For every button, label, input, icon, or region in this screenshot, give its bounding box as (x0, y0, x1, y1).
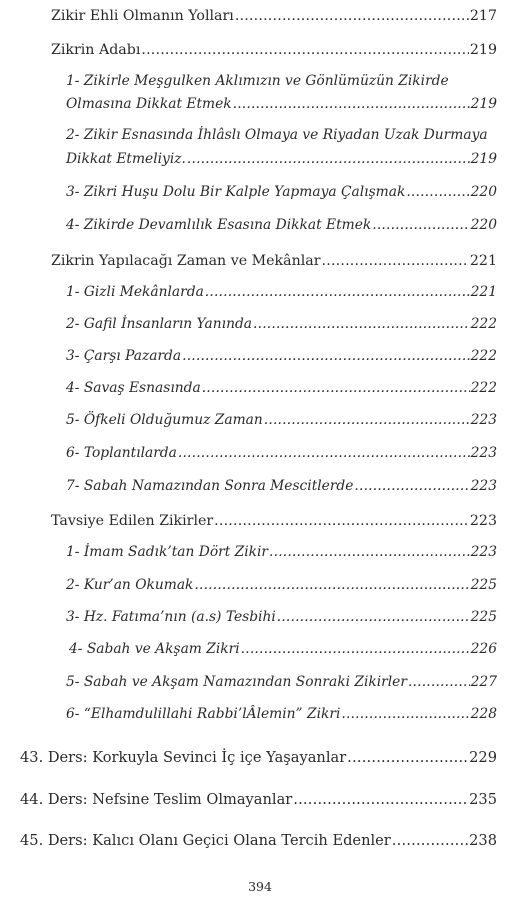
dot-leader (347, 751, 468, 766)
toc-entry (66, 414, 497, 428)
dot-leader (264, 414, 470, 428)
toc-entry (51, 43, 497, 57)
toc-entry-title: 4- Savaş Esnasında (66, 380, 201, 396)
toc-entry-title-line1: 1- Zikirle Meşgulken Aklımızın ve Gönlümüzün Zikirde (66, 73, 449, 89)
dot-leader (392, 834, 468, 849)
dot-leader (187, 153, 470, 167)
toc-entry (66, 318, 497, 332)
toc-entry-title: Tavsiye Edilen Zikirler (51, 513, 214, 529)
toc-entry-page: 223 (469, 513, 497, 529)
toc-entry-title: 45. Ders: Kalıcı Olanı Geçici Olana Tercih Edenler (20, 832, 391, 849)
toc-entry-title: 6- “Elhamdulillahi Rabbi’lÂlemin” Zikri (66, 706, 341, 722)
dot-leader (141, 43, 469, 57)
toc-entry-page: 222 (470, 380, 497, 396)
toc-entry-title: 1- İmam Sadık’tan Dört Zikir (66, 544, 269, 560)
toc-entry (66, 480, 497, 494)
dot-leader (354, 480, 469, 494)
toc-entry-title: 4- Zikirde Devamlılık Esasına Dikkat Etmek (66, 217, 372, 233)
toc-entry-page: 219 (470, 96, 497, 112)
toc-entry-page: 223 (470, 544, 497, 560)
toc-entry-title: 5- Sabah ve Akşam Namazından Sonraki Zikirler (66, 674, 407, 690)
toc-entry (66, 579, 497, 593)
toc-entry-title-line1: 2- Zikir Esnasında İhlâslı Olmaya ve Riyadan Uzak Durmaya (66, 127, 488, 143)
toc-entry-title: 2- Kur’an Okumak (66, 577, 194, 593)
toc-entry-title: 4- Sabah ve Akşam Zikri (69, 641, 240, 657)
toc-entry-page: 219 (469, 42, 497, 58)
toc-entry-title: Dikkat Etmeliyiz. (66, 151, 186, 167)
toc-entry (66, 382, 497, 396)
dot-leader (233, 98, 470, 112)
toc-entry-title: Zikrin Adabı (51, 42, 141, 58)
toc-entry (66, 676, 497, 690)
toc-entry (66, 186, 497, 200)
toc-entry-title: Zikrin Yapılacağı Zaman ve Mekânlar (51, 253, 321, 269)
toc-entry (66, 708, 497, 722)
toc-entry-title: 2- Gafil İnsanların Yanında (66, 316, 253, 332)
dot-leader (406, 186, 469, 200)
toc-entry-title: 6- Toplantılarda (66, 445, 177, 461)
toc-entry-title: 3- Zikri Huşu Dolu Bir Kalple Yapmaya Çalışmak (66, 184, 406, 200)
toc-entry-title: 5- Öfkeli Olduğumuz Zaman (66, 412, 263, 428)
toc-entry-title: 43. Ders: Korkuyla Sevinci İç içe Yaşayanlar (20, 749, 347, 766)
toc-entry-page: 220 (470, 184, 497, 200)
toc-entry (66, 350, 497, 364)
dot-leader (178, 447, 470, 461)
dot-leader (205, 286, 470, 300)
dot-leader (341, 708, 469, 722)
dot-leader (253, 318, 470, 332)
toc-entry (66, 219, 497, 233)
toc-entry (51, 514, 497, 528)
toc-entry-page: 229 (469, 749, 497, 766)
toc-entry-page: 226 (470, 641, 497, 657)
toc-entry-page: 220 (470, 217, 497, 233)
dot-leader (322, 254, 469, 268)
toc-entry (20, 793, 497, 808)
toc-entry-title: Olmasına Dikkat Etmek (66, 96, 232, 112)
dot-leader (408, 676, 470, 690)
toc-entry (51, 254, 497, 268)
toc-entry-page: 222 (470, 316, 497, 332)
toc-entry-page: 223 (470, 478, 497, 494)
toc-entry-title: 44. Ders: Nefsine Teslim Olmayanlar (20, 791, 293, 808)
dot-leader (293, 793, 468, 808)
dot-leader (214, 514, 469, 528)
toc-entry (51, 9, 497, 23)
page-number: 394 (248, 879, 272, 894)
toc-entry-page: 227 (470, 674, 497, 690)
toc-entry (66, 447, 497, 461)
toc-entry-page: 225 (470, 609, 497, 625)
toc-entry (66, 286, 497, 300)
toc-entry (66, 153, 497, 167)
dot-leader (269, 546, 470, 560)
dot-leader (277, 611, 470, 625)
toc-entry (66, 611, 497, 625)
toc-entry-page: 221 (470, 284, 497, 300)
dot-leader (182, 350, 470, 364)
toc-entry-title: Zikir Ehli Olmanın Yolları (51, 8, 234, 24)
dot-leader (372, 219, 469, 233)
dot-leader (235, 9, 469, 23)
toc-entry-page: 225 (470, 577, 497, 593)
toc-entry-title: 7- Sabah Namazından Sonra Mescitlerde (66, 478, 354, 494)
toc-entry-page: 221 (469, 253, 497, 269)
toc-entry-title: 3- Çarşı Pazarda (66, 348, 182, 364)
toc-entry-page: 219 (470, 151, 497, 167)
toc-entry-page: 228 (470, 706, 497, 722)
dot-leader (241, 643, 470, 657)
toc-entry (66, 98, 497, 112)
toc-entry (69, 643, 497, 657)
toc-entry-page: 217 (469, 8, 497, 24)
dot-leader (202, 382, 470, 396)
toc-entry-page: 235 (469, 791, 497, 808)
toc-entry (20, 834, 497, 849)
toc-entry-title: 1- Gizli Mekânlarda (66, 284, 204, 300)
toc-entry-page: 222 (470, 348, 497, 364)
toc-entry-page: 238 (469, 832, 497, 849)
toc-entry-title: 3- Hz. Fatıma’nın (a.s) Tesbihi (66, 609, 276, 625)
dot-leader (194, 579, 469, 593)
toc-entry (66, 546, 497, 560)
toc-entry (20, 751, 497, 766)
toc-entry-page: 223 (470, 412, 497, 428)
toc-entry-page: 223 (470, 445, 497, 461)
